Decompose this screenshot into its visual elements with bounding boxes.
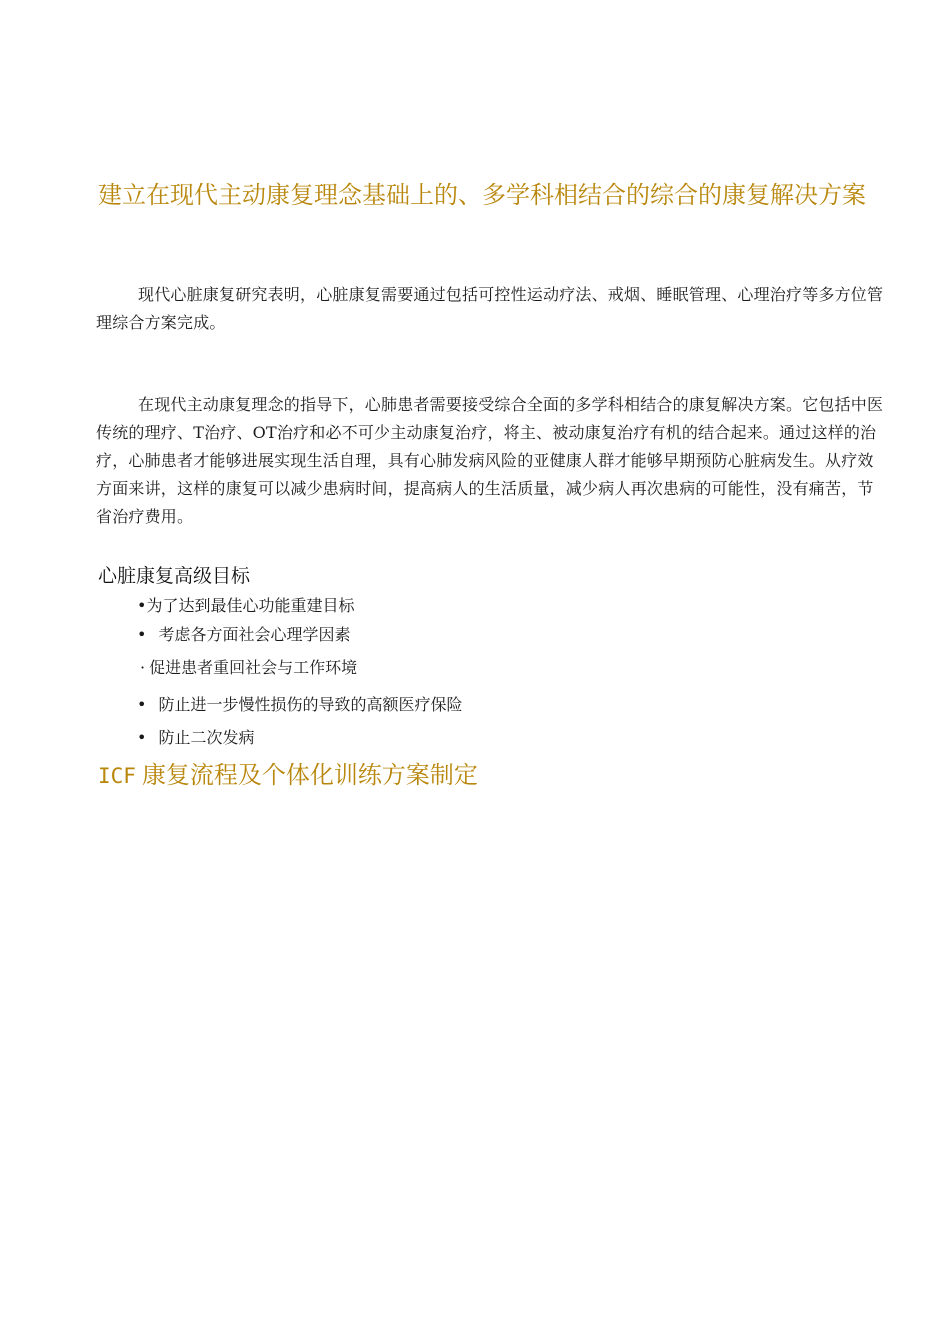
goal-item [137,594,354,618]
goal-item [137,726,254,750]
goal-item [140,656,357,680]
bullet-icon: • [137,695,147,714]
goal-text: 防止二次发病 [158,728,255,747]
bullet-icon: · [140,658,146,677]
goal-item [137,623,350,647]
goal-text: 为了达到最佳心功能重建目标 [146,596,355,615]
intro-paragraph: 现代心脏康复研究表明，心脏康复需要通过包括可控性运动疗法、戒烟、睡眠管理、心理治疗等多方位管理综合方案完成。 [96,285,884,332]
goals-heading: 心脏康复高级目标 [98,565,251,587]
approach-paragraph: 在现代主动康复理念的指导下，心肺患者需要接受综合全面的多学科相结合的康复解决方案。它包括中医传统的理疗、T治疗、OT治疗和必不可少主动康复治疗，将主、被动康复治疗有机的结合起来。通过这样的治疗，心肺患者才能够进展实现生活自理，具有心肺发病风险的亚健康人群才能够早期预防心脏病发生。从疗效方面来讲，这样的康复可以减少患病时间，提高病人的生活质量，减少病人再次患病的可能性，没有痛苦，节省治疗费用。 [96,395,884,526]
bullet-icon: • [137,625,147,644]
icf-acronym: ICF [98,764,136,788]
bullet-icon: • [137,596,147,615]
goal-text: 促进患者重回社会与工作环境 [149,658,358,677]
goal-text: 防止进一步慢性损伤的导致的高额医疗保险 [158,695,463,714]
bullet-icon: • [137,728,147,747]
goal-text: 考虑各方面社会心理学因素 [158,625,351,644]
icf-section-title [98,756,878,795]
section-title: 建立在现代主动康复理念基础上的、多学科相结合的综合的康复解决方案 [98,181,866,209]
goal-item [137,693,462,717]
icf-title-text: 康复流程及个体化训练方案制定 [141,761,478,789]
